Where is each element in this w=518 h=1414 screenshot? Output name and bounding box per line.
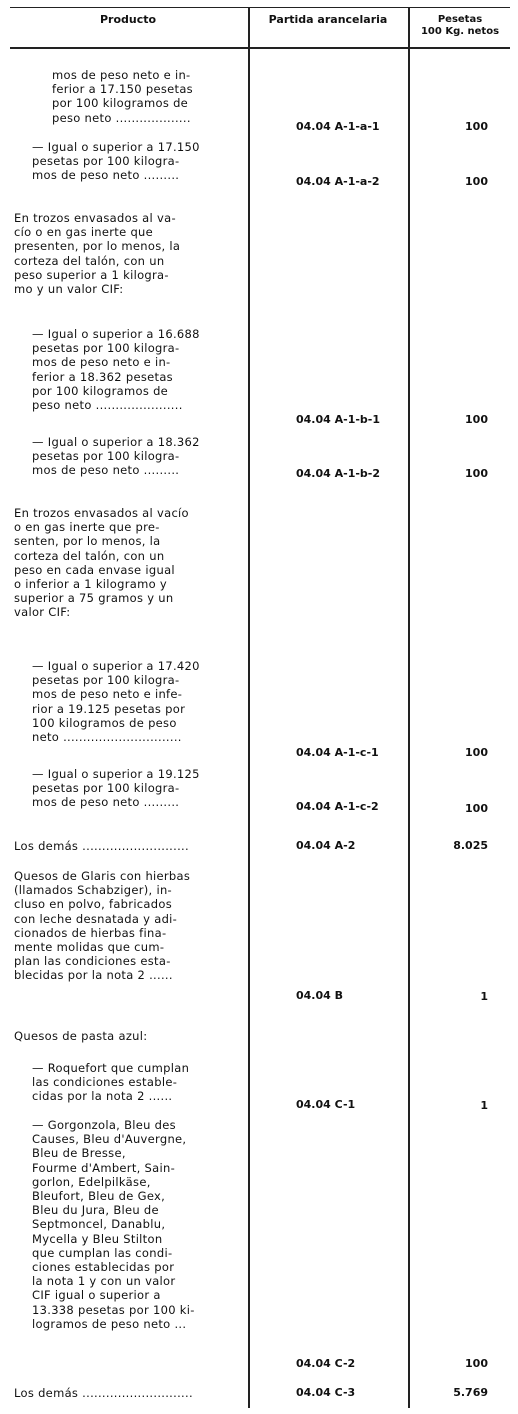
pesetas-value: 100 <box>465 467 488 480</box>
partida-code: 04.04 C-3 <box>296 1386 356 1399</box>
pesetas-value: 100 <box>465 746 488 759</box>
pesetas-value: 1 <box>480 990 488 1003</box>
partida-code: 04.04 A-1-c-2 <box>296 800 379 813</box>
product-text: — Igual o superior a 19.125 pesetas por 100 kilogra- mos de peso neto ......... <box>32 767 200 810</box>
product-text: — Igual o superior a 17.420 pesetas por 100 kilogra- mos de peso neto e infe- rior a 19.125 pesetas por 100 kilogramos de peso neto .............................. <box>32 659 200 745</box>
header-pesetas: Pesetas 100 Kg. netos <box>420 14 500 37</box>
partida-code: 04.04 A-1-b-1 <box>296 413 381 426</box>
partida-code: 04.04 A-1-b-2 <box>296 467 381 480</box>
pesetas-value: 100 <box>465 120 488 133</box>
partida-code: 04.04 A-1-c-1 <box>296 746 379 759</box>
product-text: — Igual o superior a 17.150 pesetas por 100 kilogra- mos de peso neto ......... <box>32 140 200 183</box>
pesetas-value: 5.769 <box>453 1386 488 1399</box>
product-text: Quesos de pasta azul: <box>14 1029 148 1043</box>
pesetas-value: 100 <box>465 413 488 426</box>
header-partida: Partida arancelaria <box>268 13 388 26</box>
pesetas-value: 100 <box>465 1357 488 1370</box>
product-text: — Roquefort que cumplan las condiciones estable- cidas por la nota 2 ...... <box>32 1061 190 1104</box>
product-text: Los demás ............................ <box>14 1386 193 1400</box>
partida-code: 04.04 C-2 <box>296 1357 356 1370</box>
column-divider-1 <box>248 8 250 1408</box>
partida-code: 04.04 B <box>296 989 344 1002</box>
product-text: En trozos envasados al va- cío o en gas inerte que presenten, por lo menos, la corteza del talón, con un peso superior a 1 kilogra- mo y un valor CIF: <box>14 211 181 297</box>
header-rule <box>10 47 510 49</box>
pesetas-value: 8.025 <box>453 839 488 852</box>
product-text: — Igual o superior a 16.688 pesetas por 100 kilogra- mos de peso neto e in- ferior a 18.362 pesetas por 100 kilogramos de peso neto ...................... <box>32 327 200 413</box>
product-text: — Igual o superior a 18.362 pesetas por 100 kilogra- mos de peso neto ......... <box>32 435 200 478</box>
product-text: — Gorgonzola, Bleu des Causes, Bleu d'Auvergne, Bleu de Bresse, Fourme d'Ambert, Sain- gorlon, Edelpilkäse, Bleufort, Bleu de Gex, Bleu du Jura, Bleu de Septmoncel, Danablu, Mycella y Bleu Stilton que cumplan las condi- ciones establecidas por la nota 1 y con un valor CIF igual o superior a 13.338 pesetas por 100 ki- logramos de peso neto ... <box>32 1118 195 1331</box>
header-producto: Producto <box>99 13 157 26</box>
pesetas-value: 1 <box>480 1099 488 1112</box>
partida-code: 04.04 A-1-a-1 <box>296 120 380 133</box>
pesetas-value: 100 <box>465 802 488 815</box>
product-text: Quesos de Glaris con hierbas (llamados Schabziger), in- cluso en polvo, fabricados con leche desnatada y adi- cionados de hierbas fina- mente molidas que cum- plan las condiciones esta- blecidas por la nota 2 ...... <box>14 869 191 983</box>
partida-code: 04.04 A-1-a-2 <box>296 175 380 188</box>
product-text: mos de peso neto e in- ferior a 17.150 pesetas por 100 kilogramos de peso neto ................... <box>52 68 193 125</box>
pesetas-value: 100 <box>465 175 488 188</box>
column-divider-2 <box>408 8 410 1408</box>
partida-code: 04.04 C-1 <box>296 1098 356 1111</box>
top-rule <box>10 7 510 8</box>
product-text: En trozos envasados al vacío o en gas inerte que pre- senten, por lo menos, la corteza del talón, con un peso en cada envase igual o inferior a 1 kilogramo y superior a 75 gramos y un valor CIF: <box>14 506 189 620</box>
product-text: Los demás ........................... <box>14 839 189 853</box>
partida-code: 04.04 A-2 <box>296 839 356 852</box>
